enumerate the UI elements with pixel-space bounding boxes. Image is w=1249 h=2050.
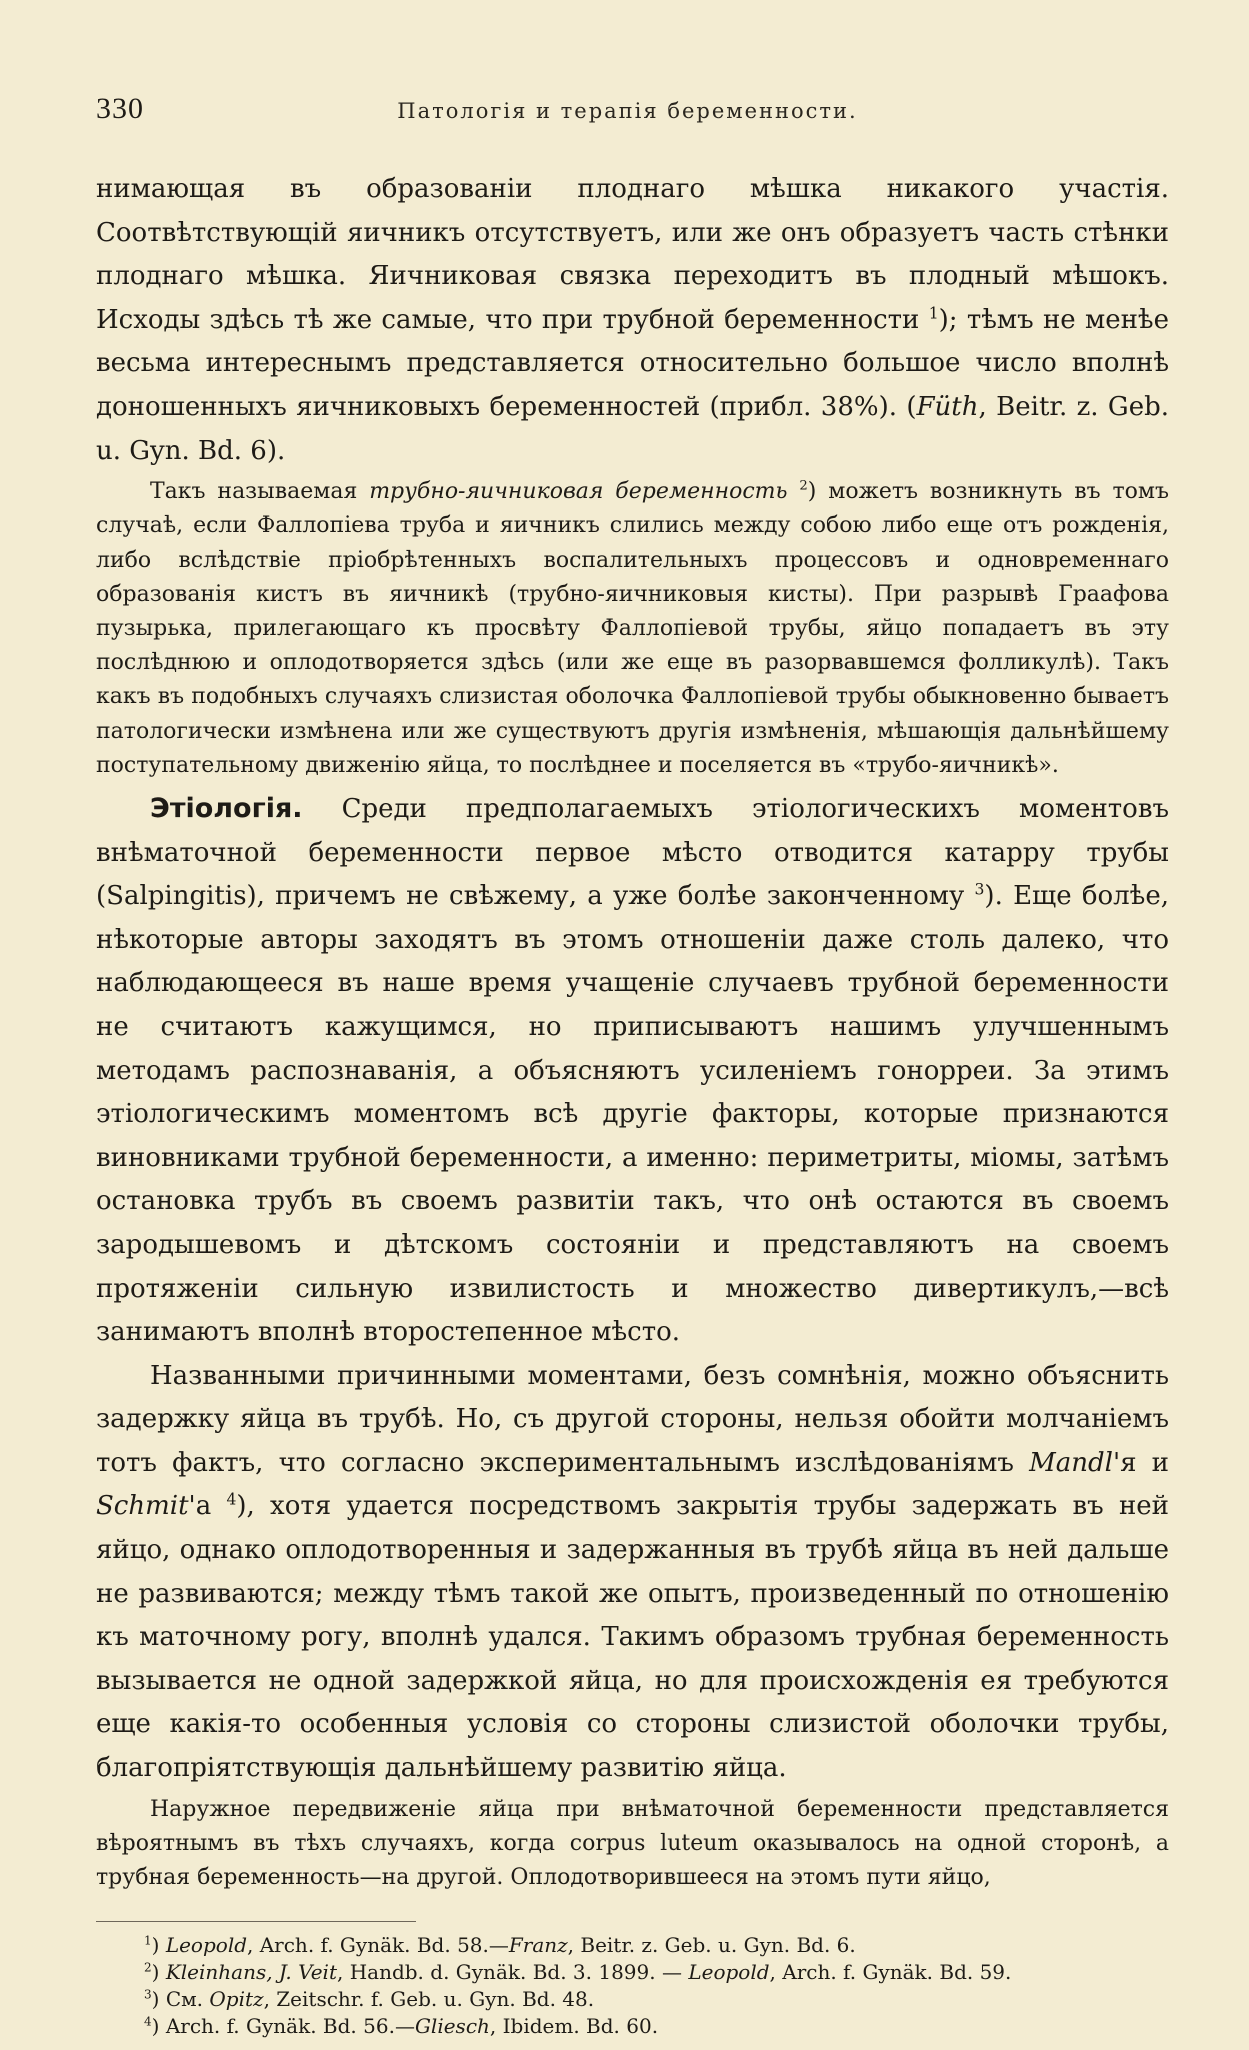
main-text-etiology <box>96 787 1169 1791</box>
page-number: 330 <box>96 92 144 125</box>
footnote-4: $^4$) Arch. f. Gynäk. Bd. 56.—Gliesch, Ibidem. Bd. 60. <box>144 2014 659 2039</box>
paragraph-text: ), хотя удается посредствомъ закрытія трубы задержать въ ней яйцо, однако оплодотворенныя и задержанныя въ трубѣ яйца въ ней дальше не развиваются; между тѣмъ такой же опытъ, произведенный по отношенію къ маточному рогу, вполнѣ удался. Такимъ образомъ трубная беременность вызывается не одной задержкой яйца, но для происхожденія ея требуются еще какія-то особенныя условія со стороны слизистой оболочки трубы, благопріятствующія дальнѣйшему развитію яйца. <box>96 1491 1169 1784</box>
paragraph-etiology <box>96 787 1169 1355</box>
footnote-ref: 4 <box>226 1490 237 1509</box>
paragraph-external-migration: Наружное передвиженіе яйца при внѣматочной беременности представляется вѣроятнымъ въ тѣхъ случаяхъ, когда corpus luteum оказывалось на одной сторонѣ, а трубная беременность—на другой. Оплодотворившееся на этомъ пути яйцо, <box>96 1796 1169 1891</box>
footnote-2: $^2$) Kleinhans, J. Veit, Handb. d. Gynäk. Bd. 3. 1899. — Leopold, Arch. f. Gynäk. Bd. 59. <box>144 1960 1012 1985</box>
author-name: Leopold <box>165 1933 248 1958</box>
small-print-section <box>96 475 1169 783</box>
paragraph-text: ). Еще болѣе, нѣкоторые авторы заходятъ въ этомъ отношеніи даже столь далеко, что наблюдающееся въ наше время учащеніе случаевъ трубной беременности не считаютъ кажущимся, но приписываютъ нашимъ улучшеннымъ методамъ распознаванія, а объясняютъ усиленіемъ гонорреи. За этимъ этіологическимъ моментомъ всѣ другіе факторы, которые признаются виновниками трубной беременности, а именно: периметриты, міомы, затѣмъ остановка трубъ въ своемъ развитіи такъ, что онѣ остаются въ своемъ зародышевомъ и дѣтскомъ состояніи и представляютъ на своемъ протяженіи сильную извилистость и множество дивертикулъ,—всѣ занимаютъ вполнѣ второстепенное мѣсто. <box>96 881 1169 1348</box>
main-text <box>96 168 1169 473</box>
section-heading: Этіологія. <box>150 792 303 824</box>
footnotes <box>96 1932 1169 2040</box>
paragraph-text: Названными причинными моментами, безъ сомнѣнія, можно объяснить задержку яйца въ трубѣ. Но, съ другой стороны, нельзя обойти молчаніемъ тотъ фактъ, что согласно экспериментальнымъ изслѣдованіямъ <box>96 1360 1169 1478</box>
footnote-mark: 2 <box>144 1960 152 1975</box>
footnote-mark: 1 <box>144 1933 152 1948</box>
author-name: Leopold <box>688 1960 770 1985</box>
footnote-text: , Arch. f. Gynäk. Bd. 59. <box>769 1960 1012 1985</box>
paragraph-text: ); тѣмъ не менѣе весьма интереснымъ представляется относительно большое число вполнѣ доношенныхъ яичниковыхъ беременностей (прибл. 38%). ( <box>96 304 1169 422</box>
author-name: Franz <box>508 1933 568 1958</box>
paragraph-text: Среди предполагаемыхъ этіологическихъ моментовъ внѣматочной беременности первое мѣсто отводится катарру трубы (Salpingitis), причемъ не свѣжему, а уже болѣе законченному <box>96 793 1169 912</box>
footnote-ref: 2 <box>799 478 808 494</box>
footnote-divider <box>96 1921 416 1922</box>
author-name: Kleinhans, J. Veit <box>165 1960 337 1985</box>
paragraph-text: ) можетъ возникнуть въ томъ случаѣ, если Фаллопіева труба и яичникъ слились между собою либо еще отъ рожденія, либо вслѣдствіе пріобрѣтенныхъ воспалительныхъ процессовъ и одновременнаго образованія кистъ въ яичникѣ (трубно-яичниковыя кисты). При разрывѣ Граафова пузырька, прилегающаго къ просвѣту Фаллопіевой трубы, яйцо попадаетъ въ эту послѣднюю и оплодотворяется здѣсь (или же еще въ разорвавшемся фолликулѣ). Такъ какъ въ подобныхъ случаяхъ слизистая оболочка Фаллопіевой трубы обыкновенно бываетъ патологически измѣнена или же существуютъ другія измѣненія, мѣшающія дальнѣйшему поступательному движенію яйца, то послѣднее и поселяется въ «трубо-яичникѣ». <box>96 479 1169 778</box>
footnote-text: См. <box>165 1987 210 2012</box>
paragraph-text: Такъ называемая <box>150 479 370 505</box>
author-name: Gliesch <box>414 2014 490 2039</box>
footnote-mark: 3 <box>144 1987 152 2002</box>
author-name: Schmit <box>96 1491 189 1522</box>
paragraph-text: 'а <box>188 1491 227 1522</box>
paragraph-causes <box>96 1355 1169 1791</box>
italic-term: трубно-яичниковая беременность <box>369 479 788 505</box>
paragraph-ovarian-pregnancy <box>96 168 1169 473</box>
running-title: Патологія и терапія беременности. <box>397 99 858 123</box>
paragraph-text: 'я и <box>1112 1447 1169 1478</box>
small-print-section-2 <box>96 1793 1169 1896</box>
footnote-1: $^1$) Leopold, Arch. f. Gynäk. Bd. 58.—Franz, Beitr. z. Geb. u. Gyn. Bd. 6. <box>144 1933 856 1958</box>
paragraph-text: , Beitr. z. Geb. u. Gyn. Bd. 6). <box>96 391 1169 466</box>
footnote-mark: 4 <box>144 2014 152 2029</box>
paragraph-text: нимающая въ образованіи плоднаго мѣшка никакого участія. Соотвѣтствующій яичникъ отсутствуетъ, или же онъ образуетъ часть стѣнки плоднаго мѣшка. Яичниковая связка переходитъ въ плодный мѣшокъ. Исходы здѣсь тѣ же самые, что при трубной беременности <box>96 174 1169 335</box>
footnote-3: $^3$) См. Opitz, Zeitschr. f. Geb. u. Gyn. Bd. 48. <box>144 1987 595 2012</box>
footnote-ref: 3 <box>974 880 985 899</box>
footnote-text: , Handb. d. Gynäk. Bd. 3. 1899. — <box>336 1960 689 1985</box>
footnote-text: , Beitr. z. Geb. u. Gyn. Bd. 6. <box>567 1933 856 1958</box>
page-header <box>96 92 1169 132</box>
footnote-text: , Arch. f. Gynäk. Bd. 58.— <box>247 1933 509 1958</box>
footnote-text: , Zeitschr. f. Geb. u. Gyn. Bd. 48. <box>263 1987 595 2012</box>
author-name: Füth <box>916 391 979 422</box>
footnote-ref: 1 <box>928 304 939 323</box>
author-name: Mandl <box>1029 1447 1113 1478</box>
footnote-text: , Ibidem. Bd. 60. <box>489 2014 659 2039</box>
author-name: Opitz <box>209 1987 264 2012</box>
paragraph-tubo-ovarian <box>96 475 1169 783</box>
footnote-text: Arch. f. Gynäk. Bd. 56.— <box>165 2014 415 2039</box>
